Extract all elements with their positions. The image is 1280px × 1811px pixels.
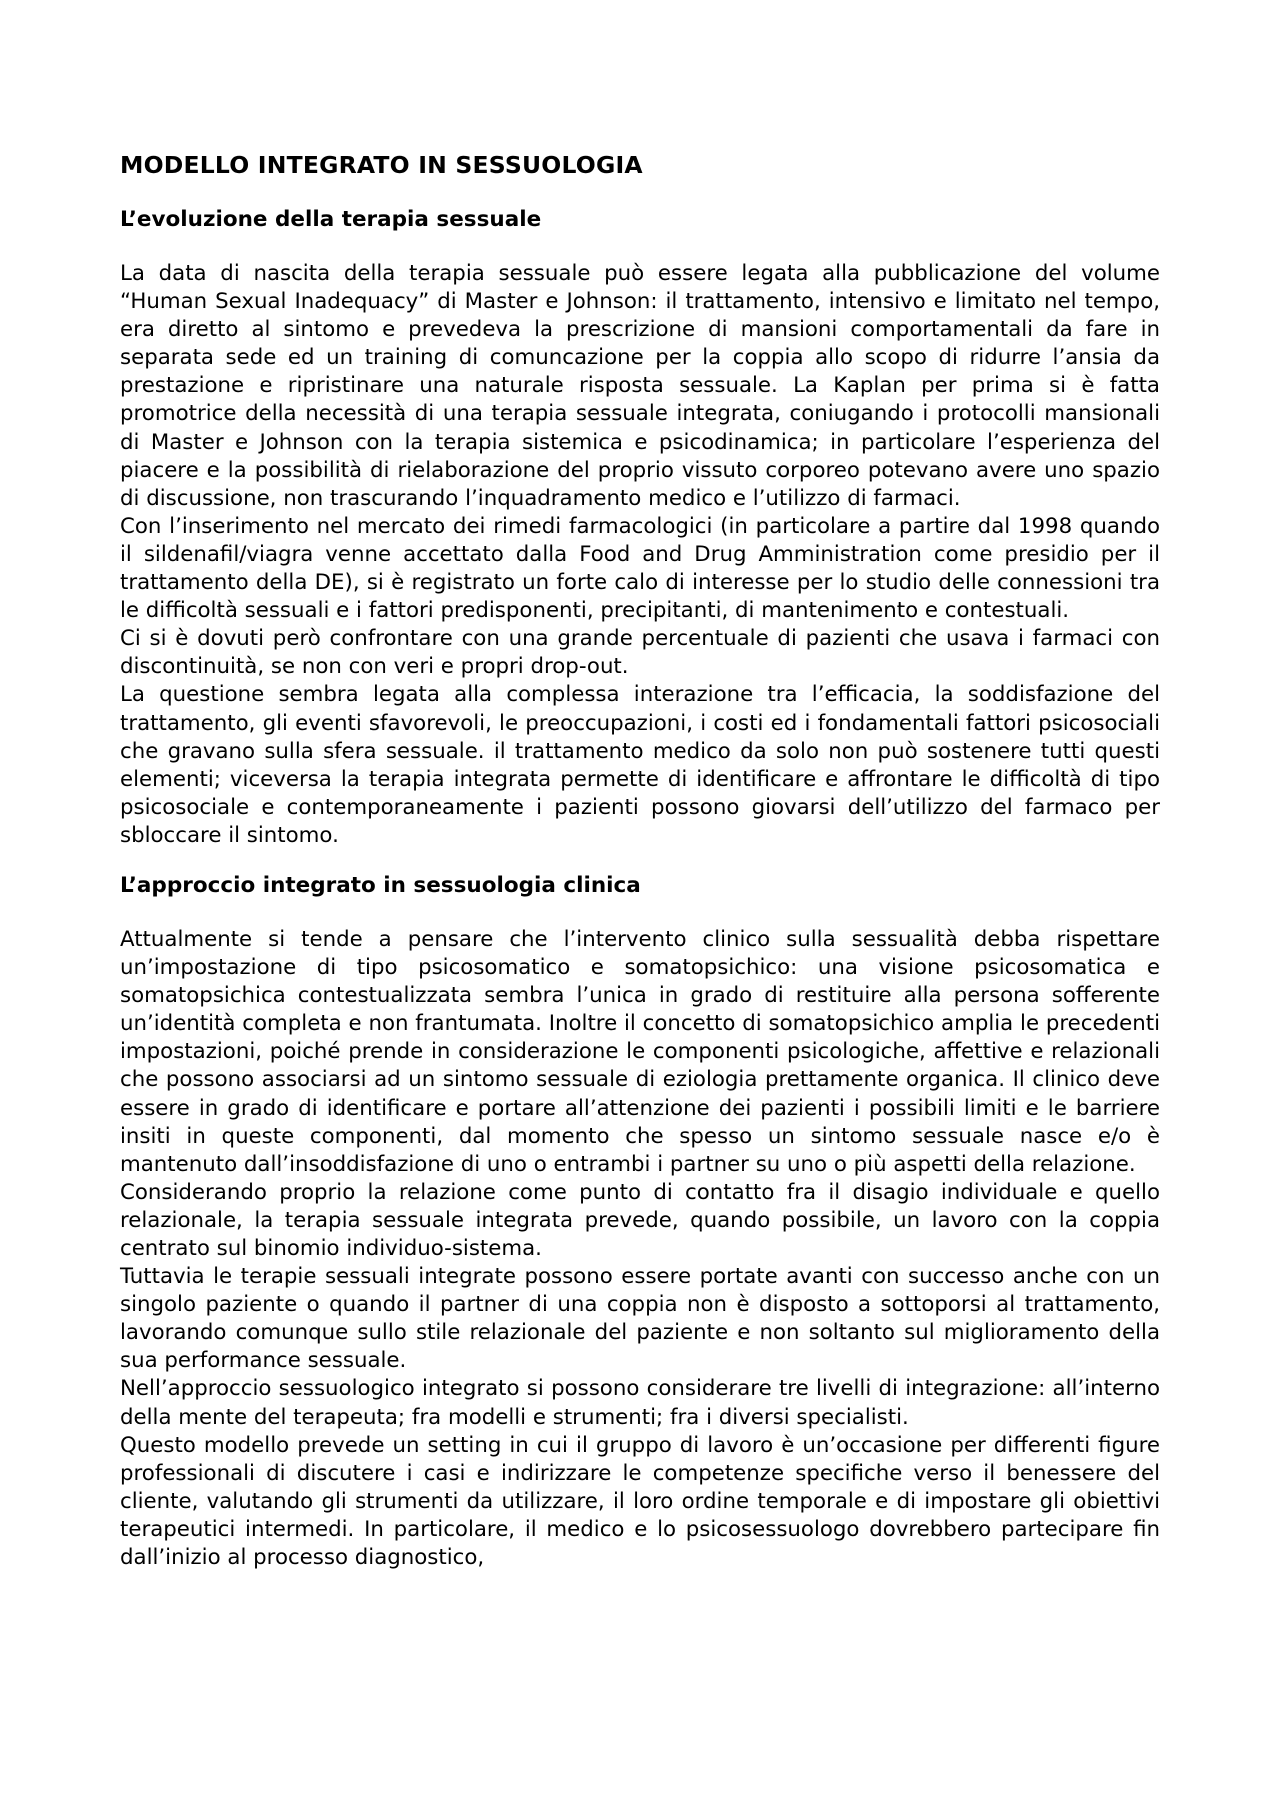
paragraph: La questione sembra legata alla complessa interazione tra l’efficacia, la soddisfazione del trattamento, gli eventi sfavorevoli, le preoccupazioni, i costi ed i fondamentali fattori psicosociali che gravano sulla sfera sessuale. il trattamento medico da solo non può sostenere tutti questi elementi; viceversa la terapia integrata permette di identificare e affrontare le difficoltà di tipo psicosociale e contemporaneamente i pazienti possono giovarsi dell’utilizzo del farmaco per sbloccare il sintomo.	[120, 682, 1160, 848]
document-page	[120, 150, 1160, 1594]
paragraph: Ci si è dovuti però confrontare con una grande percentuale di pazienti che usava i farmaci con discontinuità, se non con veri e propri drop-out.	[120, 626, 1160, 680]
section-heading: L’approccio integrato in sessuologia clinica	[120, 872, 641, 898]
paragraph: La data di nascita della terapia sessuale può essere legata alla pubblicazione del volume “Human Sexual Inadequacy” di Master e Johnson: il trattamento, intensivo e limitato nel tempo, era diretto al sintomo e prevedeva la prescrizione di mansioni comportamentali da fare in separata sede ed un training di comuncazione per la coppia allo scopo di ridurre l’ansia da prestazione e ripristinare una naturale risposta sessuale. La Kaplan per prima si è fatta promotrice della necessità di una terapia sessuale integrata, coniugando i protocolli mansionali di Master e Johnson con la terapia sistemica e psicodinamica; in particolare l’esperienza del piacere e la possibilità di rielaborazione del proprio vissuto corporeo potevano avere uno spazio di discussione, non trascurando l’inquadramento medico e l’utilizzo di farmaci.	[120, 261, 1160, 511]
section-evoluzione	[120, 206, 1160, 850]
paragraph: Nell’approccio sessuologico integrato si possono considerare tre livelli di integrazione: all’interno della mente del terapeuta; fra modelli e strumenti; fra i diversi specialisti.	[120, 1376, 1160, 1430]
paragraph: Con l’inserimento nel mercato dei rimedi farmacologici (in particolare a partire dal 1998 quando il sildenafil/viagra venne accettato dalla Food and Drug Amministration come presidio per il trattamento della DE), si è registrato un forte calo di interesse per lo studio delle connessioni tra le difficoltà sessuali e i fattori predisponenti, precipitanti, di mantenimento e contestuali.	[120, 513, 1160, 624]
section-approccio-integrato	[120, 872, 1160, 1572]
paragraph: Attualmente si tende a pensare che l’intervento clinico sulla sessualità debba rispettare un’impostazione di tipo psicosomatico e somatopsichico: una visione psicosomatica e somatopsichica contestualizzata sembra l’unica in grado di restituire alla persona sofferente un’identità completa e non frantumata. Inoltre il concetto di somatopsichico amplia le precedenti impostazioni, poiché prende in considerazione le componenti psicologiche, affettive e relazionali che possono associarsi ad un sintomo sessuale di eziologia prettamente organica. Il clinico deve essere in grado di identificare e portare all’attenzione dei pazienti i possibili limiti e le barriere insiti in queste componenti, dal momento che spesso un sintomo sessuale nasce e/o è mantenuto dall’insoddisfazione di uno o entrambi i partner su uno o più aspetti della relazione.	[120, 926, 1160, 1177]
paragraph: Questo modello prevede un setting in cui il gruppo di lavoro è un’occasione per differenti figure professionali di discutere i casi e indirizzare le competenze specifiche verso il benessere del cliente, valutando gli strumenti da utilizzare, il loro ordine temporale e di impostare gli obiettivi terapeutici intermedi. In particolare, il medico e lo psicosessuologo dovrebbero partecipare fin dall’inizio al processo diagnostico,	[120, 1432, 1160, 1571]
section-heading: L’evoluzione della terapia sessuale	[120, 207, 542, 232]
paragraph: Considerando proprio la relazione come punto di contatto fra il disagio individuale e quello relazionale, la terapia sessuale integrata prevede, quando possibile, un lavoro con la coppia centrato sul binomio individuo-sistema.	[120, 1179, 1160, 1261]
document-title: MODELLO INTEGRATO IN SESSUOLOGIA	[120, 151, 643, 179]
paragraph: Tuttavia le terapie sessuali integrate possono essere portate avanti con successo anche con un singolo paziente o quando il partner di una coppia non è disposto a sottoporsi al trattamento, lavorando comunque sullo stile relazionale del paziente e non soltanto sul miglioramento della sua performance sessuale.	[120, 1264, 1160, 1374]
